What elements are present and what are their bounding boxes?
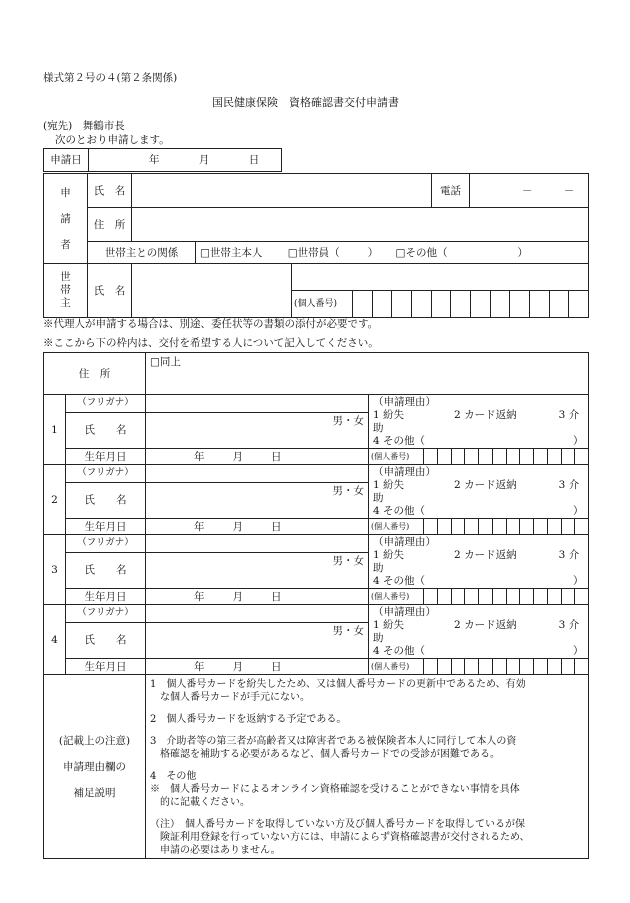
relation-member[interactable]: □世帯員（ xyxy=(287,246,340,259)
name-label: 氏 名 xyxy=(88,174,132,208)
person-3-gender[interactable]: 男・女 xyxy=(332,554,365,567)
note-item4: 4 その他 xyxy=(150,771,197,782)
person-3-birth-field[interactable] xyxy=(146,589,369,605)
householder-my-number-label: (個人番号) xyxy=(292,291,353,317)
person-1-reason-other-close: ） xyxy=(573,435,584,447)
person-4-reason-other[interactable]: 4 その他（ xyxy=(373,645,426,657)
person-2-reason-other-close: ） xyxy=(573,505,584,517)
person-2-name-label: 氏 名 xyxy=(66,482,146,518)
notes-left-label xyxy=(44,675,146,859)
applicant-side-label: 申 請 者 xyxy=(44,174,88,264)
month-unit: 月 xyxy=(198,154,210,166)
person-2-birth-field[interactable] xyxy=(146,519,369,535)
person-2-birth-day: 日 xyxy=(271,520,282,533)
person-4-birth-field[interactable] xyxy=(146,659,369,675)
person-4-kana-field[interactable] xyxy=(146,605,369,623)
person-2-birth-label: 生年月日 xyxy=(66,519,146,535)
person-2-kana-field[interactable] xyxy=(146,465,369,483)
person-1-kana-field[interactable] xyxy=(146,395,369,413)
caution-c: 申請の必要はありません。 xyxy=(160,845,281,856)
applicant-address-field[interactable] xyxy=(132,208,589,242)
person-4-kana-label: （フリガナ） xyxy=(66,605,146,623)
person-3-reason-other-close: ） xyxy=(573,575,584,587)
proxy-note: ※代理人が申請する場合は、別途、委任状等の書類の添付が必要です。 xyxy=(43,318,379,330)
person-1-my-number-label: (個人番号) xyxy=(369,449,424,464)
person-1-kana-label: （フリガナ） xyxy=(66,395,146,413)
person-4-reason-other-close: ） xyxy=(573,645,584,657)
notes-body xyxy=(146,675,589,859)
person-1-number: 1 xyxy=(44,395,66,465)
person-1-birth-month: 月 xyxy=(232,450,244,463)
notes-label-3: 補足説明 xyxy=(73,786,116,799)
intro-text: 次のとおり申請します。 xyxy=(55,134,170,146)
person-2-reason[interactable] xyxy=(369,465,589,519)
person-3-number: 3 xyxy=(44,535,66,605)
person-2-number: 2 xyxy=(44,465,66,535)
person-3-reason[interactable] xyxy=(369,535,589,589)
relation-options[interactable] xyxy=(196,242,589,264)
person-2-birth-year: 年 xyxy=(194,520,205,533)
person-3-my-number-label: (個人番号) xyxy=(369,589,424,604)
householder-right-field[interactable] xyxy=(292,264,589,318)
person-3-name-label: 氏 名 xyxy=(66,552,146,588)
person-4-birth-label: 生年月日 xyxy=(66,659,146,675)
applicant-name-field[interactable] xyxy=(132,174,432,208)
person-3-birth-label: 生年月日 xyxy=(66,589,146,605)
person-2-reason-assist[interactable]: 3 介助 xyxy=(373,479,580,504)
person-3-reason-assist[interactable]: 3 介助 xyxy=(373,549,580,574)
person-1-reason-lost[interactable]: 1 紛失 xyxy=(373,409,405,421)
person-4-number: 4 xyxy=(44,605,66,675)
person-1-reason-assist[interactable]: 3 介助 xyxy=(373,409,580,434)
person-1-reason-other[interactable]: 4 その他（ xyxy=(373,435,426,447)
frame-note: ※ここから下の枠内は、交付を希望する人について記入してください。 xyxy=(43,337,379,349)
person-1-name-field[interactable] xyxy=(146,412,369,448)
addressee: (宛先) 舞鶴市長 xyxy=(43,120,125,132)
person-3-reason-lost[interactable]: 1 紛失 xyxy=(373,549,405,561)
date-label: 申請日 xyxy=(44,149,89,172)
note-item4-a: ※ 個人番号カードによるオンライン資格確認を受けることができない事情を具体 xyxy=(150,784,520,795)
person-2-reason-other[interactable]: 4 その他（ xyxy=(373,505,426,517)
householder-name-label: 氏 名 xyxy=(88,264,132,318)
person-1-birth-field[interactable] xyxy=(146,449,369,465)
notes-label-2: 申請理由欄の xyxy=(63,760,126,773)
relation-label: 世帯主との関係 xyxy=(88,242,196,264)
person-4-birth-day: 日 xyxy=(271,660,282,673)
same-as-above-checkbox[interactable]: □同上 xyxy=(150,356,181,368)
person-2-reason-lost[interactable]: 1 紛失 xyxy=(373,479,405,491)
person-2-reason-return[interactable]: 2 カード返納 xyxy=(454,479,517,491)
person-3-my-number[interactable] xyxy=(369,589,589,605)
person-3-birth-month: 月 xyxy=(232,590,244,603)
person-4-gender[interactable]: 男・女 xyxy=(332,624,365,637)
applicant-table xyxy=(43,173,589,318)
note-item2: 2 個人番号カードを返納する予定である。 xyxy=(150,714,347,725)
person-2-gender[interactable]: 男・女 xyxy=(332,484,365,497)
person-3-kana-label: （フリガナ） xyxy=(66,535,146,553)
person-1-reason[interactable] xyxy=(369,395,589,449)
recipients-table xyxy=(43,352,589,859)
phone-dash-2: － xyxy=(563,184,575,197)
day-unit: 日 xyxy=(248,154,260,166)
person-4-birth-month: 月 xyxy=(232,660,244,673)
relation-self[interactable]: □世帯主本人 xyxy=(200,246,263,259)
year-unit: 年 xyxy=(149,154,160,166)
householder-side-label: 世 帯 主 xyxy=(44,264,88,318)
form-title: 国民健康保険 資格確認書交付申請書 xyxy=(212,96,399,109)
person-1-my-number[interactable] xyxy=(369,449,589,465)
date-field[interactable] xyxy=(89,149,282,172)
caution-b: 険証利用登録を行っていない方には、申請によらず資格確認書が交付されるため、 xyxy=(160,832,530,843)
phone-field[interactable] xyxy=(470,174,589,208)
notes-label-1: (記載上の注意) xyxy=(58,734,131,747)
person-4-reason[interactable] xyxy=(369,605,589,659)
householder-my-number-boxes[interactable] xyxy=(353,291,588,317)
person-4-birth-year: 年 xyxy=(194,660,205,673)
person-3-birth-year: 年 xyxy=(194,590,205,603)
person-4-my-number[interactable] xyxy=(369,659,589,675)
person-2-name-field[interactable] xyxy=(146,482,369,518)
caution-a: （注） 個人番号カードを取得していない方及び個人番号カードを取得しているが保 xyxy=(150,819,526,830)
relation-member-close: ） xyxy=(367,246,379,259)
person-2-my-number[interactable] xyxy=(369,519,589,535)
person-2-kana-label: （フリガナ） xyxy=(66,465,146,483)
person-3-reason-return[interactable]: 2 カード返納 xyxy=(454,549,517,561)
person-1-reason-header: （申請理由） xyxy=(373,396,437,408)
person-1-birth-year: 年 xyxy=(194,450,205,463)
phone-label: 電話 xyxy=(432,174,470,208)
relation-other[interactable]: □その他（ xyxy=(395,246,448,259)
person-1-name-label: 氏 名 xyxy=(66,412,146,448)
householder-name-field[interactable] xyxy=(132,264,292,318)
person-3-birth-day: 日 xyxy=(271,590,282,603)
person-3-name-field[interactable] xyxy=(146,552,369,588)
phone-dash-1: － xyxy=(522,184,533,197)
person-1-gender[interactable]: 男・女 xyxy=(332,414,365,427)
note-item4-b: 的に記載ください。 xyxy=(160,797,251,808)
person-1-birth-label: 生年月日 xyxy=(66,449,146,465)
person-1-birth-day: 日 xyxy=(271,450,282,463)
person-2-my-number-label: (個人番号) xyxy=(369,519,424,534)
person-4-reason-return[interactable]: 2 カード返納 xyxy=(454,619,517,631)
person-1-reason-return[interactable]: 2 カード返納 xyxy=(454,409,517,421)
recipients-address-label: 住 所 xyxy=(44,353,146,395)
note-item3-b: 格確認を補助する必要があるなど、個人番号カードでの受診が困難である。 xyxy=(160,749,501,760)
note-item1-a: 1 個人番号カードを紛失したため、又は個人番号カードの更新中であるため、有効 xyxy=(150,679,526,690)
person-4-reason-header: （申請理由） xyxy=(373,606,437,618)
note-item1-b: な個人番号カードが手元にない。 xyxy=(160,692,311,703)
relation-other-close: ） xyxy=(517,246,528,259)
person-3-reason-header: （申請理由） xyxy=(373,536,437,548)
recipients-address-field[interactable] xyxy=(146,353,589,395)
person-4-reason-lost[interactable]: 1 紛失 xyxy=(373,619,405,631)
person-4-name-label: 氏 名 xyxy=(66,622,146,658)
person-3-reason-other[interactable]: 4 その他（ xyxy=(373,575,426,587)
person-4-reason-assist[interactable]: 3 介助 xyxy=(373,619,580,644)
form-number: 様式第２号の４(第２条関係) xyxy=(43,72,178,84)
person-2-birth-month: 月 xyxy=(232,520,244,533)
person-4-name-field[interactable] xyxy=(146,622,369,658)
person-4-my-number-label: (個人番号) xyxy=(369,659,424,674)
person-2-reason-header: （申請理由） xyxy=(373,466,437,478)
date-table xyxy=(43,148,282,172)
person-3-kana-field[interactable] xyxy=(146,535,369,553)
note-item3-a: 3 介助者等の第三者が高齢者又は障害者である被保険者本人に同行して本人の資 xyxy=(150,736,517,747)
address-label: 住 所 xyxy=(88,208,132,242)
